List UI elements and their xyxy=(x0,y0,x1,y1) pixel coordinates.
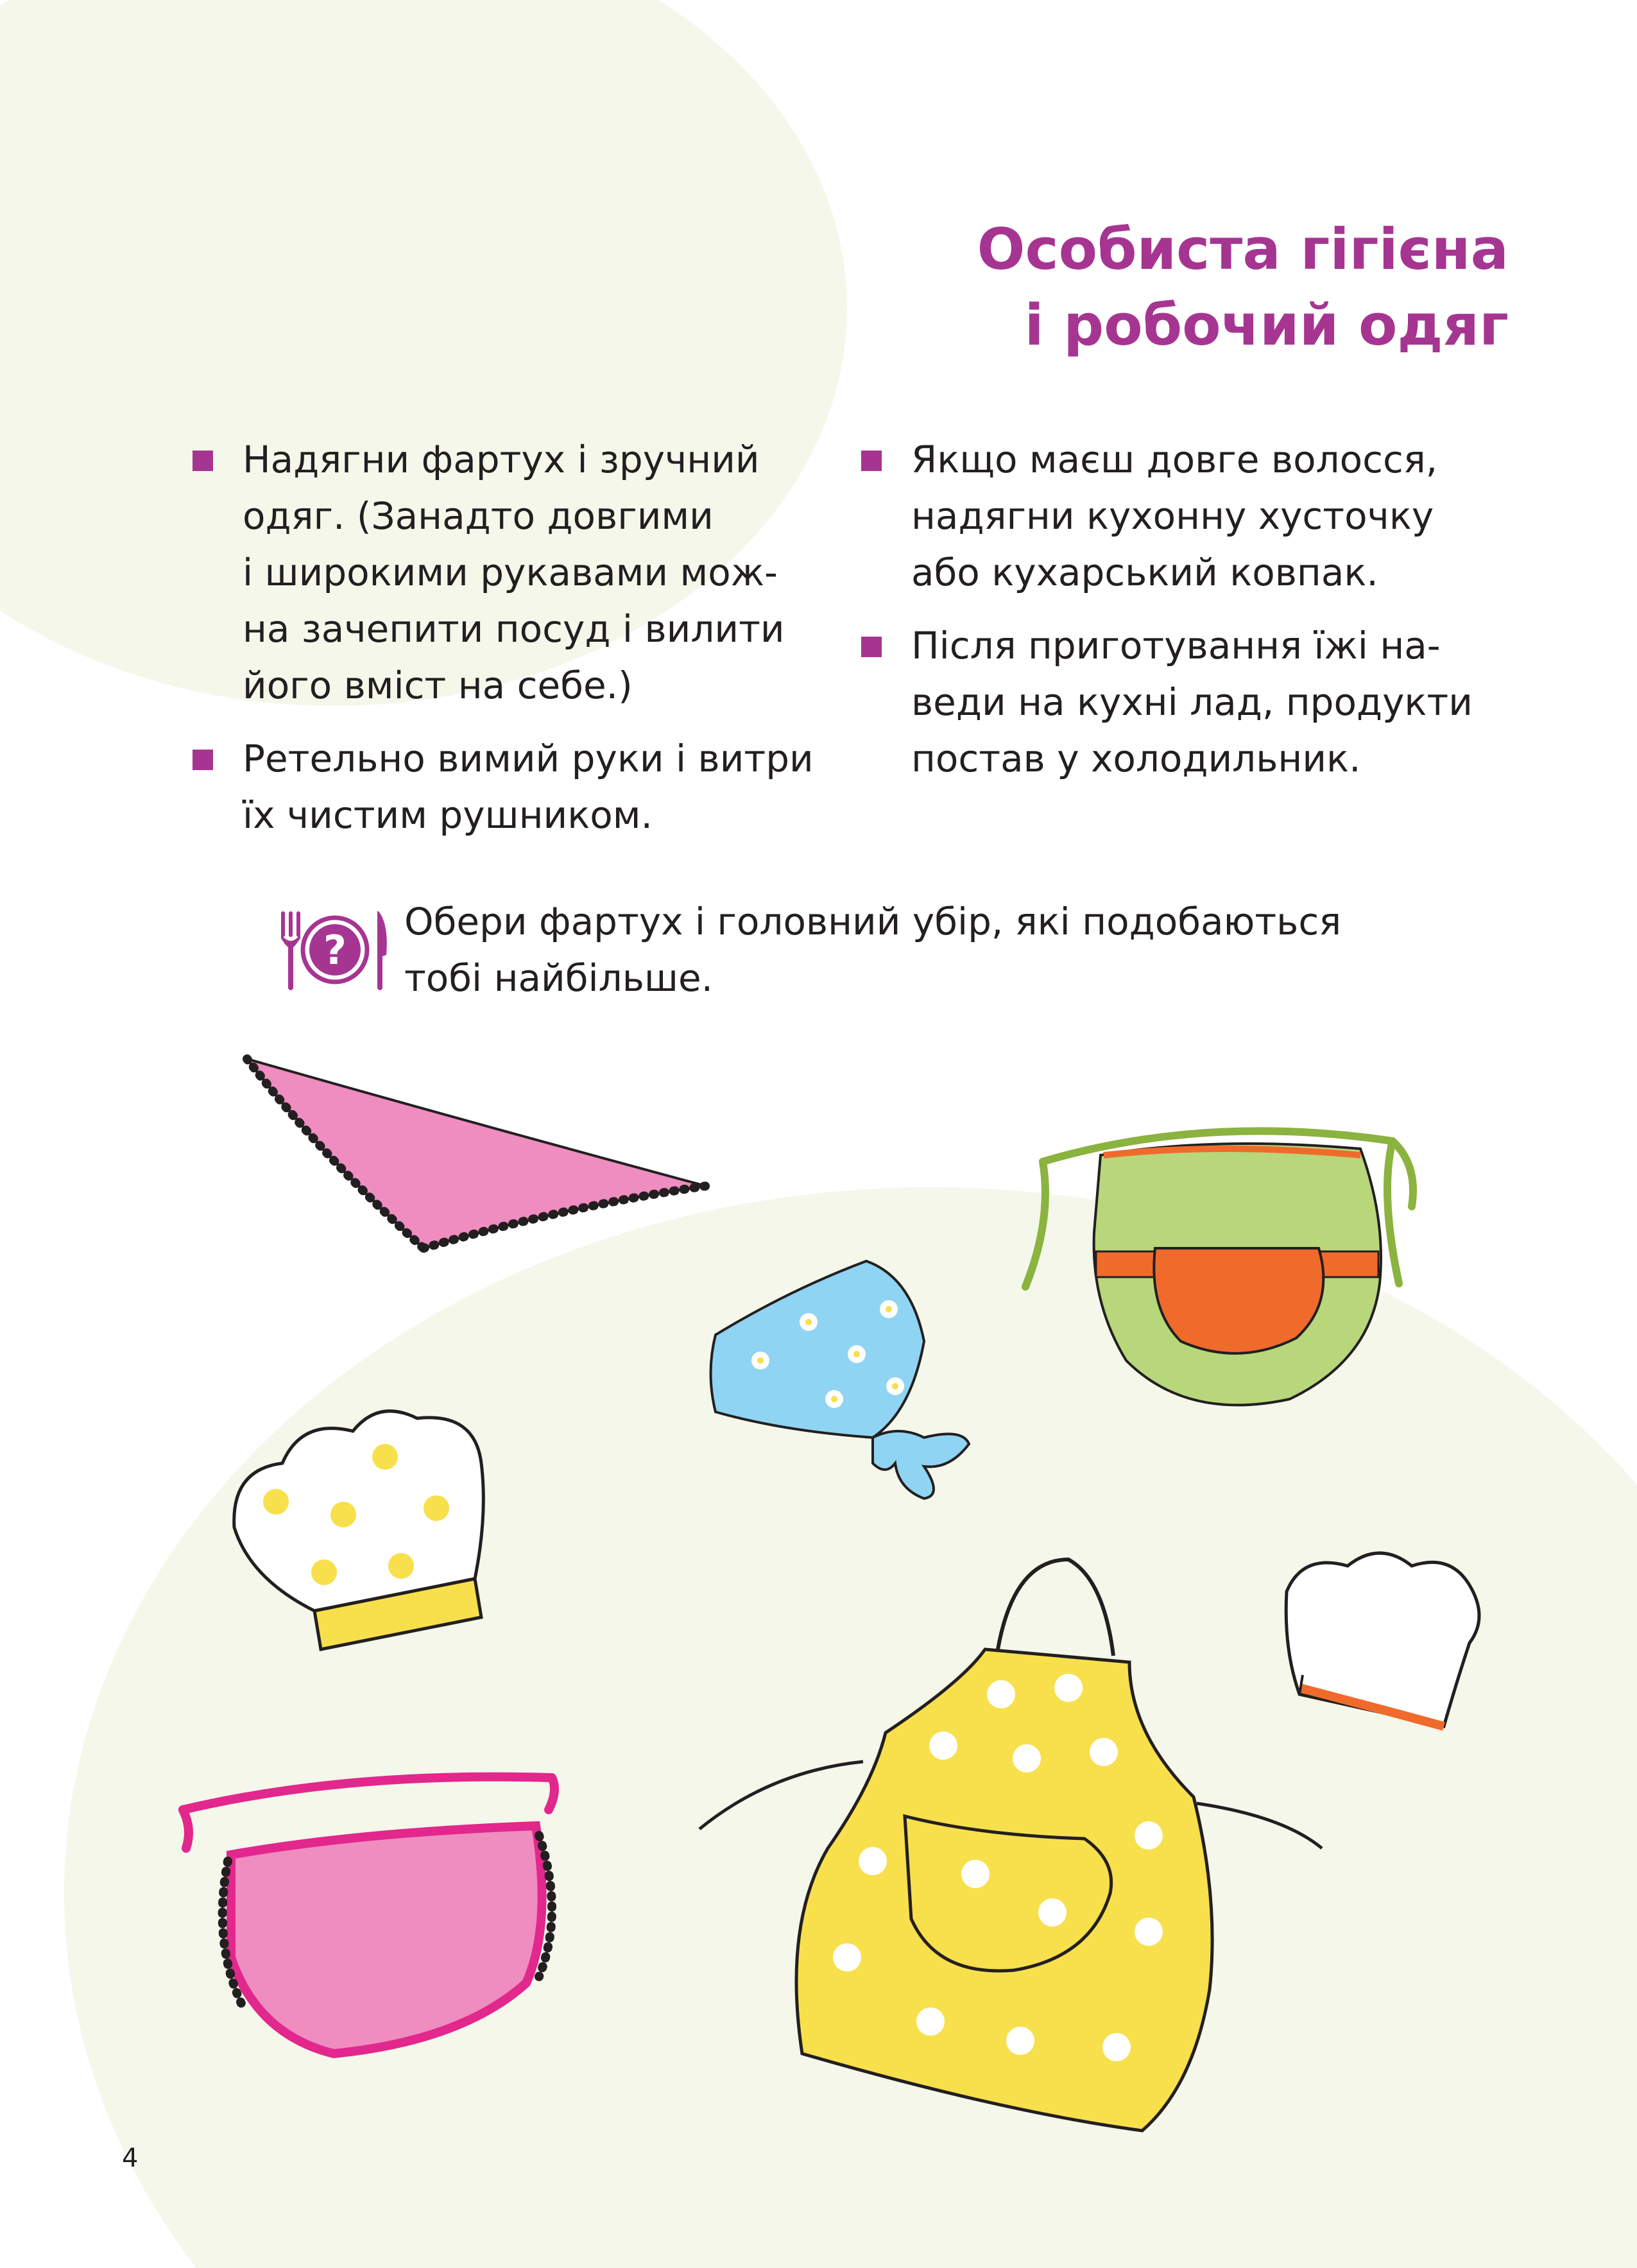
pink-kerchief xyxy=(247,1059,706,1248)
task-line: Обери фартух і головний убір, які подобаються xyxy=(404,900,1342,943)
list-item-line: Якщо маєш довге волосся, xyxy=(911,438,1438,481)
yellow-polka-dot-apron xyxy=(699,1559,1322,2131)
page-number: 4 xyxy=(122,2143,139,2173)
list-item-line: Після приготування їжі на- xyxy=(911,624,1441,667)
list-item-line: постав у холодильник. xyxy=(911,737,1361,780)
list-item-line: на зачепити посуд і вилити xyxy=(243,607,785,651)
title-line-2: і робочий одяг xyxy=(1024,292,1509,358)
title-line-1: Особиста гігієна xyxy=(977,216,1509,282)
list-item-line: веди на кухні лад, продукти xyxy=(911,680,1473,724)
svg-text:?: ? xyxy=(323,927,347,974)
task-line: тобі найбільше. xyxy=(404,956,714,1000)
list-item-line: або кухарський ковпак. xyxy=(911,551,1378,594)
pink-waist-apron xyxy=(183,1777,554,2054)
list-item-line: надягни кухонну хусточку xyxy=(911,494,1434,538)
list-item-line: і широкими рукавами мож- xyxy=(243,551,778,594)
yellow-chef-hat xyxy=(234,1411,484,1649)
white-chef-hat xyxy=(1286,1553,1479,1726)
list-item-line: їх чистим рушником. xyxy=(243,793,653,837)
blue-floral-kerchief xyxy=(711,1261,970,1499)
list-item-line: його вміст на себе.) xyxy=(243,664,633,707)
list-item-line: Надягни фартух і зручний xyxy=(243,438,760,481)
green-apron xyxy=(1025,1131,1413,1405)
list-item-line: Ретельно вимий руки і витри xyxy=(243,737,814,780)
list-item-line: одяг. (Занадто довгими xyxy=(243,494,714,538)
